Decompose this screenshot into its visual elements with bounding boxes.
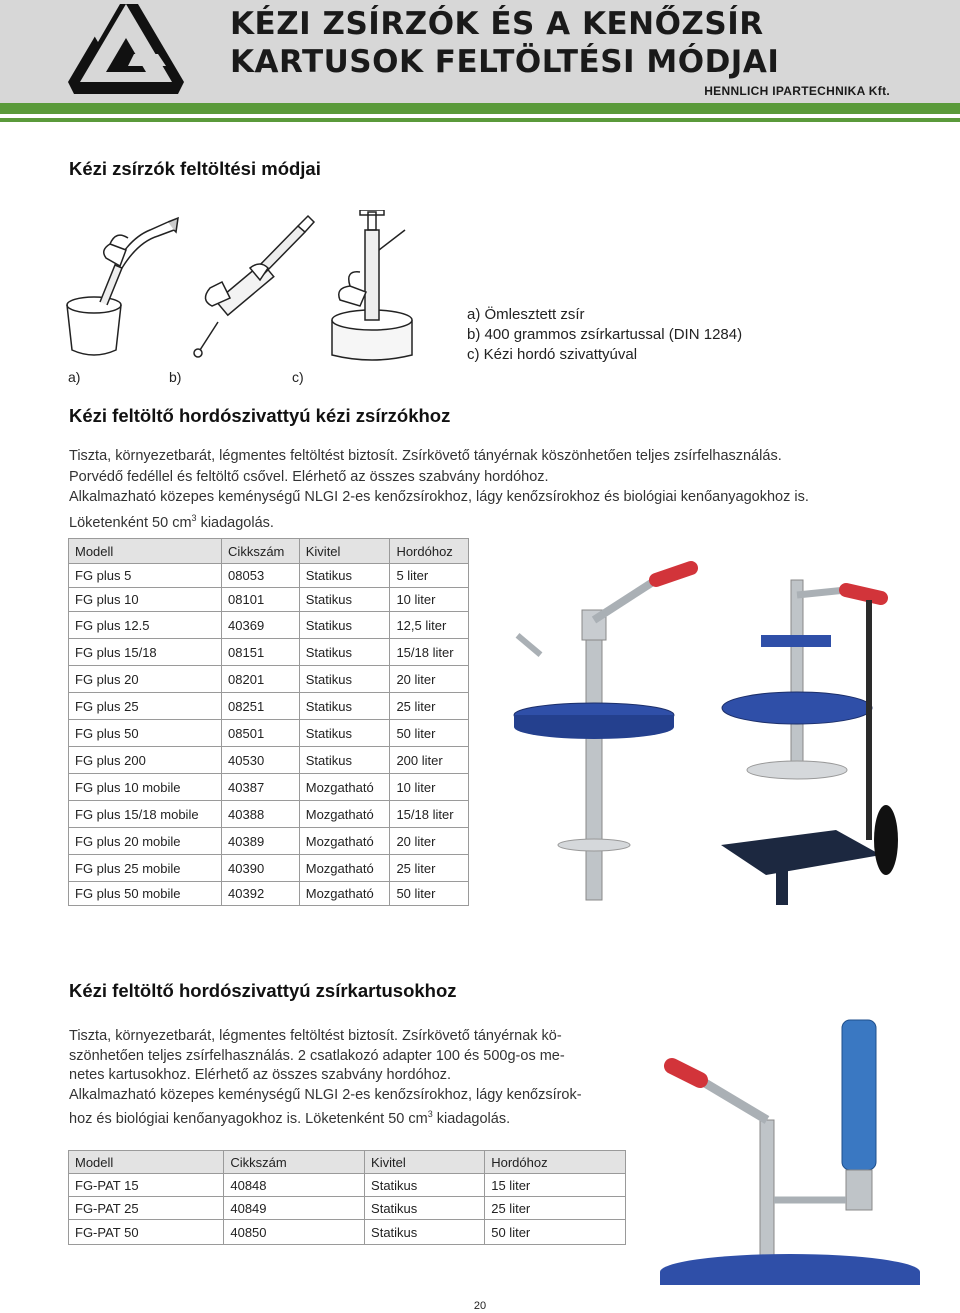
table-row bbox=[69, 639, 469, 666]
description-line: Löketenként 50 $cm^3$ kiadagolás. bbox=[69, 512, 274, 531]
description-line: hoz és biológiai kenőanyagokhoz is. Löketenként 50 $cm^3$ kiadagolás. bbox=[69, 1109, 511, 1127]
table-row bbox=[69, 666, 469, 693]
table-cell: Statikus bbox=[299, 564, 390, 588]
table-cell: Mozgatható bbox=[299, 828, 390, 855]
table-cell: 25 liter bbox=[390, 693, 469, 720]
table-cell: FG plus 25 bbox=[69, 693, 222, 720]
description-line: netes kartusokhoz. Elérhető az összes szabvány hordóhoz. bbox=[69, 1067, 452, 1083]
table-header-row bbox=[69, 1151, 626, 1174]
table-cell: Statikus bbox=[299, 666, 390, 693]
table-cell: Mozgatható bbox=[299, 774, 390, 801]
table-cell: FG-PAT 50 bbox=[69, 1220, 224, 1245]
table-cell: 20 liter bbox=[390, 666, 469, 693]
table-row bbox=[69, 1197, 626, 1220]
fg-pat-pump-photo bbox=[660, 1000, 920, 1285]
table-row bbox=[69, 801, 469, 828]
section1-heading: Kézi zsírzók feltöltési módjai bbox=[69, 158, 321, 179]
table-cell: FG plus 15/18 bbox=[69, 639, 222, 666]
table-row bbox=[69, 747, 469, 774]
table-row bbox=[69, 828, 469, 855]
column-header: Kivitel bbox=[365, 1151, 485, 1174]
table-cell: Statikus bbox=[299, 747, 390, 774]
table-cell: 40530 bbox=[222, 747, 300, 774]
table-row bbox=[69, 882, 469, 906]
header-green-stripe bbox=[0, 103, 960, 114]
table-cell: FG plus 15/18 mobile bbox=[69, 801, 222, 828]
table-cell: 50 liter bbox=[390, 720, 469, 747]
table-cell: Statikus bbox=[365, 1197, 485, 1220]
column-header: Modell bbox=[69, 1151, 224, 1174]
table-cell: 25 liter bbox=[485, 1197, 626, 1220]
column-header: Kivitel bbox=[299, 539, 390, 564]
table-cell: 10 liter bbox=[390, 774, 469, 801]
caption-a: a) bbox=[68, 369, 81, 385]
table-cell: Statikus bbox=[365, 1220, 485, 1245]
table-cell: FG plus 20 bbox=[69, 666, 222, 693]
table-cell: FG plus 20 mobile bbox=[69, 828, 222, 855]
table-cell: 40392 bbox=[222, 882, 300, 906]
description-line: Tiszta, környezetbarát, légmentes feltöltést biztosít. Zsírkövető tányérnak köszönhetően teljes zsírfelhasználás. bbox=[69, 448, 782, 464]
table-cell: 08053 bbox=[222, 564, 300, 588]
table-cell: FG plus 200 bbox=[69, 747, 222, 774]
table-header-row bbox=[69, 539, 469, 564]
table-cell: FG plus 5 bbox=[69, 564, 222, 588]
table-row bbox=[69, 720, 469, 747]
table-cell: 40388 bbox=[222, 801, 300, 828]
section2-description bbox=[69, 446, 929, 533]
legend-item: b) 400 grammos zsírkartussal (DIN 1284) bbox=[467, 326, 743, 343]
table-row bbox=[69, 855, 469, 882]
section3-description bbox=[69, 1027, 639, 1129]
table-cell: FG plus 50 bbox=[69, 720, 222, 747]
table-cell: Statikus bbox=[365, 1174, 485, 1197]
table-cell: 08151 bbox=[222, 639, 300, 666]
description-line: Tiszta, környezetbarát, légmentes feltöltést biztosít. Zsírkövető tányérnak kö- bbox=[69, 1028, 562, 1044]
table-cell: Statikus bbox=[299, 693, 390, 720]
caption-c: c) bbox=[292, 369, 304, 385]
table-cell: 08251 bbox=[222, 693, 300, 720]
description-line: Alkalmazható közepes keménységű NLGI 2-es kenőzsírokhoz, lágy kenőzsírokhoz és biológiai kenőanyagokhoz is. bbox=[69, 489, 809, 505]
column-header: Hordóhoz bbox=[390, 539, 469, 564]
table-cell: Statikus bbox=[299, 612, 390, 639]
fg-plus-table bbox=[68, 538, 469, 906]
table-cell: Mozgatható bbox=[299, 855, 390, 882]
column-header: Cikkszám bbox=[222, 539, 300, 564]
fg-plus-pump-photo bbox=[506, 540, 916, 920]
table-cell: 5 liter bbox=[390, 564, 469, 588]
table-cell: 08201 bbox=[222, 666, 300, 693]
table-cell: 10 liter bbox=[390, 588, 469, 612]
table-row bbox=[69, 588, 469, 612]
table-cell: 25 liter bbox=[390, 855, 469, 882]
table-cell: FG-PAT 15 bbox=[69, 1174, 224, 1197]
table-cell: 40848 bbox=[224, 1174, 365, 1197]
table-cell: Statikus bbox=[299, 639, 390, 666]
table-cell: 20 liter bbox=[390, 828, 469, 855]
caption-b: b) bbox=[169, 369, 182, 385]
filling-methods-illustration bbox=[60, 210, 420, 365]
table-cell: 40849 bbox=[224, 1197, 365, 1220]
table-cell: Mozgatható bbox=[299, 801, 390, 828]
table-cell: 40387 bbox=[222, 774, 300, 801]
column-header: Hordóhoz bbox=[485, 1151, 626, 1174]
table-cell: Mozgatható bbox=[299, 882, 390, 906]
table-row bbox=[69, 774, 469, 801]
table-row bbox=[69, 564, 469, 588]
table-cell: 40389 bbox=[222, 828, 300, 855]
legend-item: a) Ömlesztett zsír bbox=[467, 306, 585, 323]
column-header: Cikkszám bbox=[224, 1151, 365, 1174]
table-cell: 15 liter bbox=[485, 1174, 626, 1197]
header-green-line bbox=[0, 118, 960, 122]
section3-heading: Kézi feltöltő hordószivattyú zsírkartusokhoz bbox=[69, 980, 457, 1001]
table-cell: 08101 bbox=[222, 588, 300, 612]
table-cell: 200 liter bbox=[390, 747, 469, 774]
table-cell: FG plus 10 bbox=[69, 588, 222, 612]
description-line: Porvédő fedéllel és feltöltő csővel. Elérhető az összes szabvány hordóhoz. bbox=[69, 468, 549, 485]
methods-legend bbox=[467, 305, 742, 365]
table-cell: 50 liter bbox=[485, 1220, 626, 1245]
table-cell: Statikus bbox=[299, 720, 390, 747]
table-cell: 40390 bbox=[222, 855, 300, 882]
table-cell: 50 liter bbox=[390, 882, 469, 906]
description-line: Alkalmazható közepes keménységű NLGI 2-es kenőzsírokhoz, lágy kenőzsírok- bbox=[69, 1086, 582, 1103]
table-cell: FG plus 50 mobile bbox=[69, 882, 222, 906]
table-cell: 15/18 liter bbox=[390, 801, 469, 828]
table-cell: Statikus bbox=[299, 588, 390, 612]
table-cell: FG-PAT 25 bbox=[69, 1197, 224, 1220]
company-name: HENNLICH IPARTECHNIKA Kft. bbox=[704, 84, 890, 98]
section2-heading: Kézi feltöltő hordószivattyú kézi zsírzókhoz bbox=[69, 405, 451, 426]
table-cell: 08501 bbox=[222, 720, 300, 747]
table-cell: FG plus 10 mobile bbox=[69, 774, 222, 801]
table-cell: FG plus 25 mobile bbox=[69, 855, 222, 882]
page-number: 20 bbox=[473, 1300, 487, 1312]
table-cell: FG plus 12.5 bbox=[69, 612, 222, 639]
company-logo bbox=[68, 2, 184, 98]
table-cell: 40850 bbox=[224, 1220, 365, 1245]
column-header: Modell bbox=[69, 539, 222, 564]
table-row bbox=[69, 612, 469, 639]
table-cell: 15/18 liter bbox=[390, 639, 469, 666]
legend-item: c) Kézi hordó szivattyúval bbox=[467, 346, 638, 363]
fg-pat-table bbox=[68, 1150, 626, 1245]
page-title-line2: KARTUSOK FELTÖLTÉSI MÓDJAI bbox=[230, 44, 780, 80]
table-row bbox=[69, 1220, 626, 1245]
table-row bbox=[69, 1174, 626, 1197]
page-title-line1: KÉZI ZSÍRZÓK ÉS A KENŐZSÍR bbox=[230, 6, 764, 42]
description-line: szönhetően teljes zsírfelhasználás. 2 csatlakozó adapter 100 és 500g-os me- bbox=[69, 1047, 565, 1064]
table-cell: 12,5 liter bbox=[390, 612, 469, 639]
table-cell: 40369 bbox=[222, 612, 300, 639]
table-row bbox=[69, 693, 469, 720]
